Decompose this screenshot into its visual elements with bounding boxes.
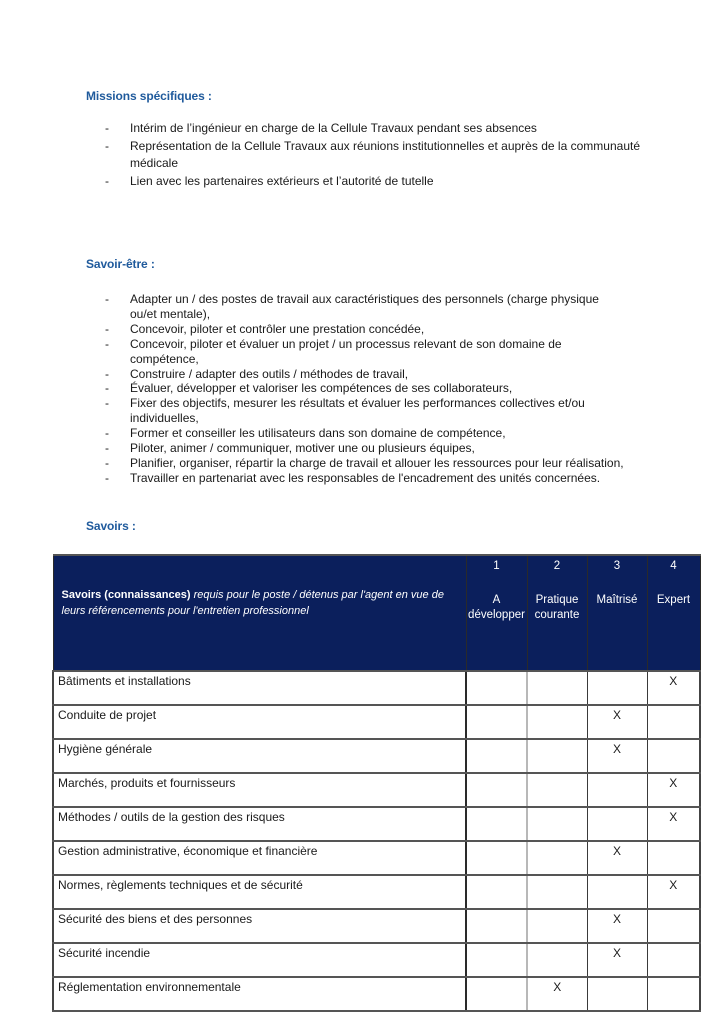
- list-item-text: Piloter, animer / communiquer, motiver une ou plusieurs équipes,: [130, 441, 475, 456]
- level-2-cell: [527, 875, 587, 909]
- list-item: [105, 456, 625, 471]
- savoirs-table: [52, 554, 701, 1012]
- list-item-text: Intérim de l’ingénieur en charge de la Cellule Travaux pendant ses absences: [130, 121, 537, 135]
- bullet-dash-icon: -: [105, 292, 109, 306]
- checked-mark-icon: X: [612, 946, 621, 960]
- bullet-dash-icon: -: [105, 381, 109, 396]
- checked-mark-icon: X: [669, 674, 678, 688]
- level-3-cell: [587, 841, 647, 875]
- level-2-cell: [527, 739, 587, 773]
- level-2-cell: [527, 807, 587, 841]
- level-4-cell: [647, 875, 700, 909]
- savoir-label: Méthodes / outils de la gestion des risques: [53, 807, 466, 841]
- checked-mark-icon: X: [612, 912, 621, 926]
- level-1-cell: [466, 909, 527, 943]
- level-1-cell: [466, 841, 527, 875]
- list-item: [105, 367, 625, 382]
- level-4-cell: [647, 977, 700, 1011]
- table-row: [53, 943, 700, 977]
- level-4-cell: [647, 807, 700, 841]
- table-row: [53, 807, 700, 841]
- level-name: A développer: [468, 594, 525, 621]
- table-row: [53, 705, 700, 739]
- list-item-text: Lien avec les partenaires extérieurs et l’autorité de tutelle: [130, 173, 434, 188]
- bullet-dash-icon: -: [105, 336, 109, 351]
- savoir-label: Réglementation environnementale: [53, 977, 466, 1011]
- missions-list: [105, 120, 640, 190]
- table-row: [53, 909, 700, 943]
- level-2-cell: [527, 671, 587, 705]
- list-item: [105, 120, 640, 138]
- savoirs-heading: Savoirs :: [86, 519, 136, 533]
- bullet-dash-icon: -: [105, 321, 109, 336]
- table-row: [53, 875, 700, 909]
- level-1-cell: [466, 705, 527, 739]
- bullet-dash-icon: -: [105, 470, 109, 485]
- savoir-label: Conduite de projet: [53, 705, 466, 739]
- savoir-etre-heading: Savoir-être :: [86, 257, 155, 271]
- table-row: [53, 977, 700, 1011]
- bullet-dash-icon: -: [105, 173, 109, 188]
- level-4-cell: [647, 943, 700, 977]
- list-item-text: Adapter un / des postes de travail aux caractéristiques des personnels (charge physique ou/et mentale),: [130, 292, 599, 321]
- level-name: Expert: [656, 594, 691, 606]
- list-item-text: Évaluer, développer et valoriser les compétences de ses collaborateurs,: [130, 381, 513, 396]
- bullet-dash-icon: -: [105, 138, 109, 153]
- level-1-cell: [466, 977, 527, 1011]
- level-2-cell: [527, 841, 587, 875]
- list-item-text: Concevoir, piloter et contrôler une prestation concédée,: [130, 321, 425, 336]
- header-italic-text: requis pour le poste / détenus par l'agent en vue de leurs référencements pour l'entretien professionnel: [61, 589, 444, 617]
- bullet-dash-icon: -: [105, 366, 109, 381]
- savoirs-table-body: [53, 671, 700, 1011]
- level-1-cell: [466, 807, 527, 841]
- bullet-dash-icon: -: [105, 441, 109, 456]
- list-item: [105, 337, 625, 367]
- list-item-text: Concevoir, piloter et évaluer un projet / un processus relevant de son domaine de compétence,: [130, 336, 562, 366]
- bullet-dash-icon: -: [105, 396, 109, 411]
- list-item-text: Travailler en partenariat avec les responsables de l'encadrement des unités concernées.: [130, 470, 601, 485]
- checked-mark-icon: X: [612, 708, 621, 722]
- table-header-row: [53, 555, 700, 671]
- list-item: [105, 471, 625, 486]
- savoir-label: Normes, règlements techniques et de sécurité: [53, 875, 466, 909]
- level-name: Pratique courante: [534, 594, 580, 621]
- checked-mark-icon: X: [669, 810, 678, 824]
- list-item: [105, 396, 625, 426]
- bullet-dash-icon: -: [105, 455, 109, 470]
- level-2-cell: [527, 943, 587, 977]
- table-row: [53, 773, 700, 807]
- level-header-4: [647, 555, 700, 671]
- checked-mark-icon: X: [612, 844, 621, 858]
- level-3-cell: [587, 671, 647, 705]
- level-1-cell: [466, 943, 527, 977]
- savoir-label: Hygiène générale: [53, 739, 466, 773]
- level-1-cell: [466, 773, 527, 807]
- level-4-cell: [647, 909, 700, 943]
- level-number: 3: [613, 560, 621, 572]
- level-4-cell: [647, 773, 700, 807]
- level-number: 4: [670, 560, 677, 572]
- level-3-cell: [587, 943, 647, 977]
- table-header-label: [53, 555, 466, 671]
- list-item: [105, 322, 625, 337]
- level-header-2: [527, 555, 587, 671]
- table-row: [53, 671, 700, 705]
- table-row: [53, 841, 700, 875]
- level-3-cell: [587, 875, 647, 909]
- checked-mark-icon: X: [612, 742, 621, 756]
- list-item: [105, 381, 625, 396]
- level-3-cell: [587, 739, 647, 773]
- bullet-dash-icon: -: [105, 426, 109, 441]
- level-2-cell: [527, 773, 587, 807]
- bullet-dash-icon: -: [105, 121, 109, 135]
- level-4-cell: [647, 739, 700, 773]
- level-2-cell: [527, 705, 587, 739]
- level-2-cell: [527, 977, 587, 1011]
- level-header-3: [587, 555, 647, 671]
- savoir-label: Sécurité incendie: [53, 943, 466, 977]
- checked-mark-icon: X: [669, 878, 678, 892]
- list-item: [105, 173, 640, 191]
- list-item-text: Représentation de la Cellule Travaux aux réunions institutionnelles et auprès de la communauté médicale: [130, 138, 640, 170]
- level-4-cell: [647, 705, 700, 739]
- table-row: [53, 739, 700, 773]
- checked-mark-icon: X: [669, 776, 678, 790]
- level-3-cell: [587, 977, 647, 1011]
- header-bold-text: Savoirs (connaissances): [61, 589, 191, 601]
- savoir-etre-list: [105, 292, 625, 486]
- savoir-label: Marchés, produits et fournisseurs: [53, 773, 466, 807]
- level-4-cell: [647, 841, 700, 875]
- savoir-label: Sécurité des biens et des personnes: [53, 909, 466, 943]
- level-name: Maîtrisé: [596, 594, 638, 606]
- level-number: 2: [553, 560, 561, 572]
- list-item: [105, 426, 625, 441]
- list-item: [105, 441, 625, 456]
- savoir-label: Gestion administrative, économique et financière: [53, 841, 466, 875]
- level-header-1: [466, 555, 527, 671]
- level-2-cell: [527, 909, 587, 943]
- list-item-text: Fixer des objectifs, mesurer les résultats et évaluer les performances collectives et/ou individuelles,: [130, 396, 585, 426]
- level-4-cell: [647, 671, 700, 705]
- level-number: 1: [493, 560, 500, 572]
- list-item: [105, 292, 625, 322]
- level-3-cell: [587, 909, 647, 943]
- list-item-text: Former et conseiller les utilisateurs dans son domaine de compétence,: [130, 426, 506, 441]
- list-item-text: Construire / adapter des outils / méthodes de travail,: [130, 366, 409, 381]
- level-3-cell: [587, 773, 647, 807]
- list-item-text: Planifier, organiser, répartir la charge de travail et allouer les ressources pour leur réalisation,: [130, 455, 624, 470]
- list-item: [105, 138, 640, 173]
- level-3-cell: [587, 807, 647, 841]
- level-1-cell: [466, 671, 527, 705]
- missions-heading: Missions spécifiques :: [86, 89, 212, 103]
- level-1-cell: [466, 739, 527, 773]
- savoir-label: Bâtiments et installations: [53, 671, 466, 705]
- checked-mark-icon: X: [553, 980, 562, 994]
- level-1-cell: [466, 875, 527, 909]
- level-3-cell: [587, 705, 647, 739]
